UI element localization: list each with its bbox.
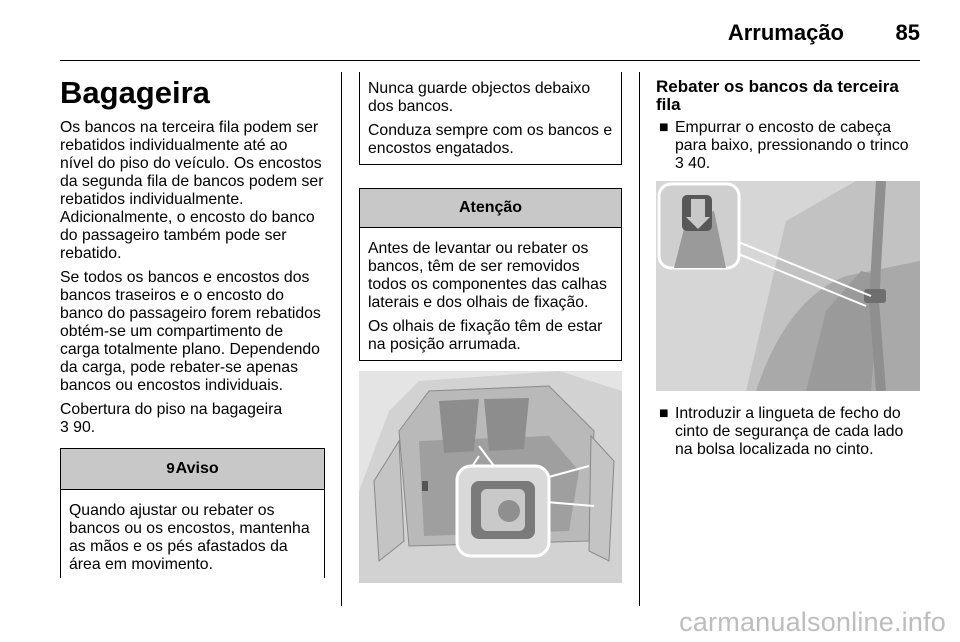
flat-floor-paragraph: Se todos os bancos e encostos dos bancos traseiros e o encosto do banco do passageiro forem rebatidos obtém-se um compartimento de carga totalmente plano. Dependendo da carga, pode rebater-se apenas bancos ou encostos individuais. — [60, 269, 321, 394]
warning-box — [60, 448, 325, 578]
bullet-icon: ■ — [659, 405, 669, 422]
column-right — [656, 74, 920, 465]
section-title: Bagageira — [60, 75, 210, 110]
headrest-illustration — [656, 181, 920, 391]
watermark: carmanualsonline.info — [679, 607, 946, 637]
warning-icon: 9 — [166, 460, 175, 477]
step-1-text: Empurrar o encosto de cabeça para baixo, pressionando o trinco — [675, 119, 909, 154]
attention-box — [359, 188, 622, 361]
column-middle — [359, 74, 622, 583]
cross-reference[interactable]: 3 40. — [675, 155, 711, 172]
bullet-icon: ■ — [659, 119, 669, 136]
warning-body: Quando ajustar ou rebater os bancos ou os encostos, mantenha as mãos e os pés afastados da área em movimento. — [69, 502, 310, 573]
floor-cover-paragraph: Cobertura do piso na bagageira 3 90. — [60, 401, 283, 436]
step-2-text: Introduzir a lingueta de fecho do cinto de segurança de cada lado na bolsa localizada no cinto. — [675, 405, 904, 458]
warning-continuation-box — [359, 72, 622, 165]
step-1 — [656, 119, 920, 173]
attention-header: Atenção — [360, 188, 621, 228]
warning-header — [61, 448, 324, 490]
attention-p2: Os olhais de fixação têm de estar na posição arrumada. — [368, 318, 603, 353]
cross-reference[interactable]: 3 90. — [60, 419, 96, 436]
warning-cont-p1: Nunca guarde objectos debaixo dos bancos. — [368, 80, 591, 115]
chapter-title: Arrumação — [727, 20, 844, 45]
subsection-title: Rebater os bancos da terceira fila — [656, 77, 899, 114]
column-divider-1 — [341, 72, 342, 606]
warning-cont-p2: Conduza sempre com os bancos e encostos engatados. — [368, 122, 613, 157]
attention-body — [360, 228, 621, 360]
page-number: 85 — [895, 20, 920, 45]
cargo-floor-illustration — [359, 371, 622, 583]
attention-p1: Antes de levantar ou rebater os bancos, têm de ser removidos todos os componentes das calhas laterais e dos olhais de fixação. — [368, 240, 607, 311]
column-divider-2 — [639, 72, 640, 606]
warning-title: Aviso — [175, 460, 219, 477]
header-rule — [60, 60, 920, 61]
step-2 — [656, 405, 920, 459]
intro-paragraph: Os bancos na terceira fila podem ser rebatidos individualmente até ao nível do piso do veículo. Os encostos da segunda fila de bancos podem ser rebatidos individualmente. Adicionalmente, o encosto do banco do passageiro também pode ser rebatido. — [60, 119, 324, 262]
column-left — [60, 74, 325, 578]
